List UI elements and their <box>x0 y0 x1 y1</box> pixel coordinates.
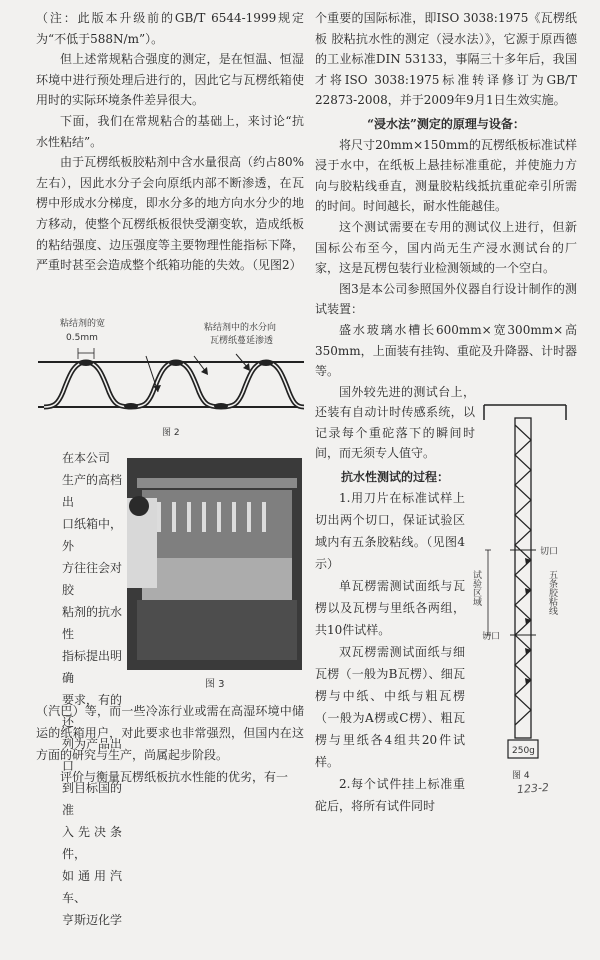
handwritten-note: 123-2 <box>516 780 550 797</box>
paragraph-tank-spec: 盛水玻璃水槽长600mm×宽300mm×高350mm，上面装有挂钩、重砣及升降器、计时器等。 <box>315 322 577 379</box>
paragraph-moisture-gradient: 由于瓦楞纸板胶粘剂中含水量很高（约占80%左右），因此水分子会向原纸内部不断渗透，在瓦楞中形成水分梯度，即水分多的地方向水分少的地方移动，使整个瓦楞纸板很快受潮变软，造成纸板的粘结强度、边压强度等主要物理性能指标下降，严重时甚至会造成整个纸箱功能的失效。（见图2） <box>36 155 304 273</box>
figure-2-corrugation-diagram <box>36 310 306 440</box>
fig4-caption: 图 4 <box>512 771 530 781</box>
paragraph-method-principle: 将尺寸20mm×150mm的瓦楞纸板标准试样浸于水中，在纸板上悬挂标准重砣，并使施力方向与胶粘线垂直，测量胶粘线抵抗重砣牵引所需的时间。时间越长，耐水性能越佳。 <box>315 137 577 214</box>
figure-3-photo <box>127 458 302 670</box>
heading-test-process: 抗水性测试的过程： <box>340 470 449 485</box>
left-bottom-text <box>36 700 304 788</box>
narrow-line-7: 要求，有的还 <box>62 693 123 729</box>
right-lower-text <box>315 487 465 817</box>
narrow-line-9: 到目标国的准 <box>62 781 123 817</box>
test-apparatus-illustration <box>127 458 302 670</box>
double-wall-samples: 双瓦楞需测试面纸与细瓦楞（一般为B瓦楞）、细瓦楞与中纸、中纸与粗瓦楞（一般为A楞或C楞）、粗瓦楞与里纸各4组共20件试样。 <box>315 645 465 769</box>
narrow-line-2: 生产的高档出 <box>62 473 123 509</box>
paragraph-auto-timing: 国外较先进的测试台上，还装有自动计时传感系统，以记录每个重砣落下的瞬间时间，而无须专人值守。 <box>315 384 475 461</box>
left-column <box>36 8 304 276</box>
fig2-water-label-1: 粘结剂中的水分向 <box>204 323 277 333</box>
fig4-lines-label: 五条胶粘线 <box>547 570 557 615</box>
narrow-line-8: 列为产品出口 <box>62 737 123 773</box>
paragraph-evaluation: 评价与衡量瓦楞纸板抗水性能的优劣，有一 <box>60 770 289 784</box>
figure-4-specimen-diagram <box>468 400 583 785</box>
fig4-cut-top-label: 切口 <box>540 547 559 557</box>
narrow-line-3: 口纸箱中，外 <box>62 517 123 553</box>
paragraph-iso-standard: 个重要的国际标准，即ISO 3038:1975《瓦楞纸板 胶粘抗水性的测定（浸水法）》，它源于原西德的工业标准DIN 53133，事隔三十多年后，我国才将ISO 3038:1975标准转译修订为GB/T 22873-2008，并于2009年9月1日生效实施。 <box>315 11 577 108</box>
step-2: 2.每个试件挂上标准重砣后，将所有试件同时 <box>315 777 465 813</box>
fig2-caption: 图 2 <box>162 428 180 438</box>
narrow-line-1: 在本公司 <box>62 451 111 465</box>
fig2-width-value: 0.5mm <box>66 333 98 343</box>
paragraph-no-domestic-maker: 这个测试需要在专用的测试仪上进行，但新国标公布至今，国内尚无生产浸水测试台的厂家，这是瓦楞包装行业检测领域的一个空白。 <box>315 219 577 276</box>
paragraph-fig3-reference: 图3是本公司参照国外仪器自行设计制作的测试装置： <box>315 281 577 317</box>
narrow-line-12: 亨斯迈化学 <box>62 913 123 927</box>
single-wall-samples: 单瓦楞需测试面纸与瓦楞以及瓦楞与里纸各两组，共10件试样。 <box>315 579 465 637</box>
fig4-weight-label: 250g <box>512 746 535 756</box>
paragraph-chemical-users: （汽巴）等，而一些冷冻行业或需在高湿环境中储运的纸箱用户，对此要求也非常强烈，但国内在这方面的研究与生产，尚属起步阶段。 <box>36 704 304 762</box>
paragraph-water-resistance-intro: 下面，我们在常规粘合的基础上，来讨论“抗水性粘结”。 <box>36 113 304 149</box>
fig2-width-label: 粘结剂的宽 <box>60 319 106 329</box>
heading-immersion-method: “浸水法”测定的原理与设备： <box>367 116 525 131</box>
fig4-zone-label: 试验区域 <box>471 570 481 606</box>
narrow-line-11: 如通用汽车、 <box>62 869 122 905</box>
step-1: 1.用刀片在标准试样上切出两个切口，保证试验区域内有五条胶粘线。（见图4示） <box>315 491 465 571</box>
paragraph-standard-conditions: 但上述常规粘合强度的测定，是在恒温、恒湿环境中进行预处理后进行的，因此它与瓦楞纸箱使用时的实际环境条件差异很大。 <box>36 52 304 108</box>
narrow-line-6: 指标提出明确 <box>62 649 123 685</box>
fig4-cut-bottom-label: 切口 <box>482 632 501 642</box>
narrow-line-4: 方往往会对胶 <box>62 561 123 597</box>
fig2-water-label-2: 瓦楞纸蔓延渗透 <box>210 336 274 346</box>
left-narrow-text <box>62 447 122 931</box>
fig3-caption: 图 3 <box>205 679 225 690</box>
narrow-line-5: 粘剂的抗水性 <box>62 605 123 641</box>
paragraph-note: （注：此版本升级前的GB/T 6544-1999规定为“不低于588N/m”）。 <box>36 11 304 46</box>
narrow-line-10: 入先决条件， <box>62 825 122 861</box>
